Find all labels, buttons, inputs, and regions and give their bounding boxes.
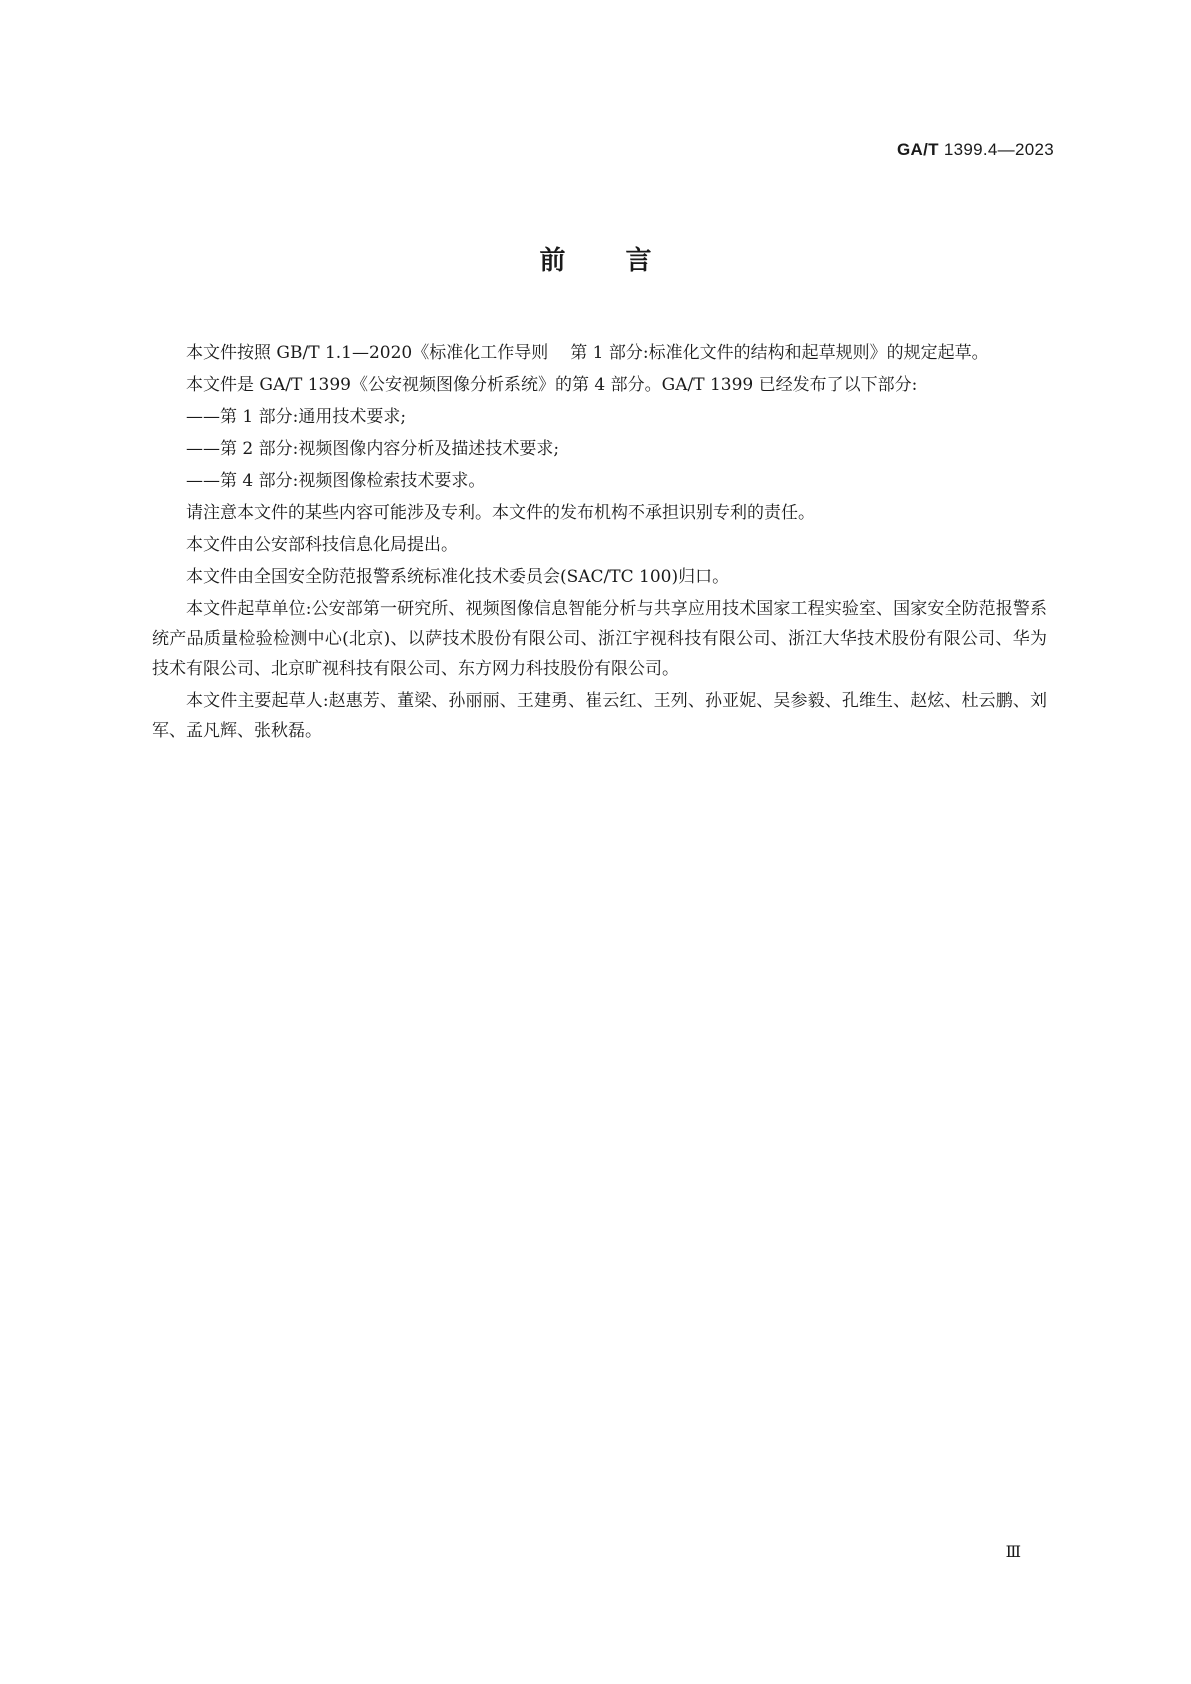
paragraph-committee: 本文件由全国安全防范报警系统标准化技术委员会(SAC/TC 100)归口。 (186, 567, 730, 587)
list-item-part-2: ——第 2 部分:视频图像内容分析及描述技术要求; (186, 439, 560, 459)
page-number: Ⅲ (1005, 1542, 1021, 1561)
standard-code-prefix: GA/T (897, 140, 939, 159)
paragraph-drafters: 本文件主要起草人:赵惠芳、董梁、孙丽丽、王建勇、崔云红、王列、孙亚妮、吴参毅、孔维生、赵炫、杜云鹏、刘军、孟凡辉、张秋磊。 (152, 691, 1047, 741)
paragraph-drafting-rules (152, 338, 1047, 368)
standard-code-number: 1399.4—2023 (943, 140, 1054, 159)
paragraph-proposer: 本文件由公安部科技信息化局提出。 (186, 535, 458, 555)
paragraph-patent-notice: 请注意本文件的某些内容可能涉及专利。本文件的发布机构不承担识别专利的责任。 (186, 503, 815, 523)
paragraph-drafting-rules-part-b: 第 1 部分:标准化文件的结构和起草规则》的规定起草。 (570, 343, 989, 363)
paragraph-drafting-rules-part-a: 本文件按照 GB/T 1.1—2020《标准化工作导则 (186, 343, 549, 363)
paragraph-series-info: 本文件是 GA/T 1399《公安视频图像分析系统》的第 4 部分。GA/T 1399 已经发布了以下部分: (186, 375, 918, 395)
foreword-body (152, 338, 1047, 748)
paragraph-drafting-units: 本文件起草单位:公安部第一研究所、视频图像信息智能分析与共享应用技术国家工程实验室、国家安全防范报警系统产品质量检验检测中心(北京)、以萨技术股份有限公司、浙江宇视科技有限公司、浙江大华技术股份有限公司、华为技术有限公司、北京旷视科技有限公司、东方网力科技股份有限公司。 (152, 599, 1047, 679)
page-title: 前言 (539, 246, 712, 276)
standard-code (897, 140, 1054, 160)
list-item-part-4: ——第 4 部分:视频图像检索技术要求。 (186, 471, 486, 491)
list-item-part-1: ——第 1 部分:通用技术要求; (186, 407, 407, 427)
